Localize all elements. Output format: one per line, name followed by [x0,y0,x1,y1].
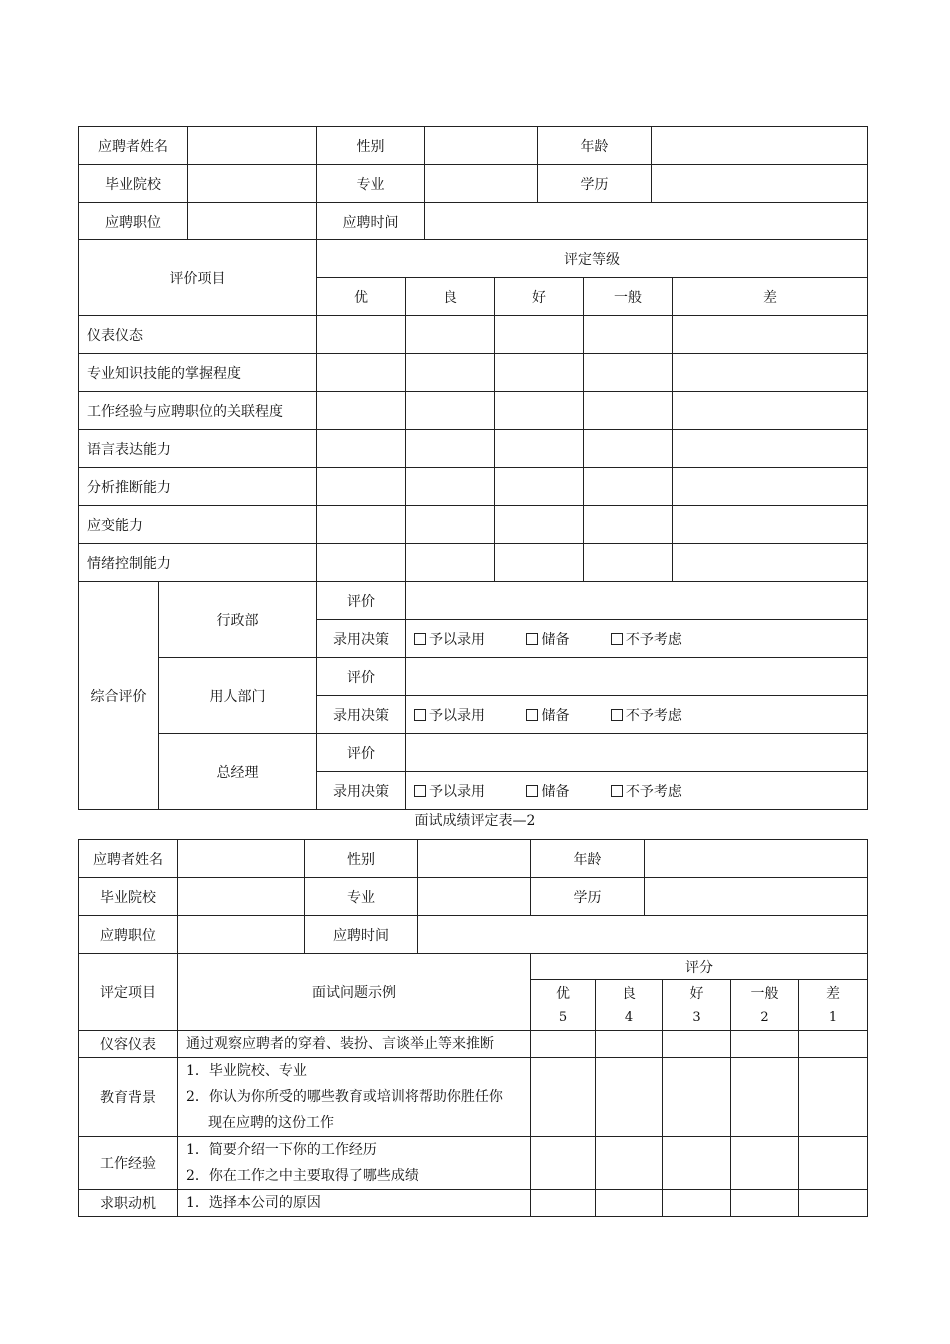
grade-cell[interactable] [673,430,868,468]
age-value-cell[interactable] [645,840,868,878]
score-cell[interactable] [596,1137,663,1190]
table-row [79,506,868,544]
department-label: 用人部门 [159,658,317,734]
checkbox-icon[interactable] [611,785,623,797]
major-label: 专业 [317,165,425,203]
age-label: 年龄 [538,127,652,165]
grade-cell[interactable] [584,430,673,468]
score-value: 4 [596,1005,663,1031]
position-value-cell[interactable] [178,916,305,954]
eval-item-label: 专业知识技能的掌握程度 [79,354,317,392]
grade-cell[interactable] [673,354,868,392]
grade-cell[interactable] [406,430,495,468]
grade-cell[interactable] [673,316,868,354]
grade-label: 差 [673,278,868,316]
score-cell[interactable] [531,1031,596,1058]
comment-field[interactable] [406,734,868,772]
checkbox-icon[interactable] [526,633,538,645]
option-reserve[interactable]: 储备 [526,705,606,725]
grade-cell[interactable] [673,468,868,506]
grade-cell[interactable] [317,354,406,392]
table-row [79,316,868,354]
name-label: 应聘者姓名 [79,840,178,878]
checkbox-icon[interactable] [526,785,538,797]
time-value-cell[interactable] [418,916,868,954]
question-cell [178,1058,531,1137]
grade-header: 评定等级 [317,240,868,278]
checkbox-icon[interactable] [414,709,426,721]
grade-label: 好 [495,278,584,316]
position-label: 应聘职位 [79,916,178,954]
item-label: 仪容仪表 [79,1031,178,1058]
eval-item-label: 应变能力 [79,506,317,544]
name-value-cell[interactable] [178,840,305,878]
score-cell[interactable] [663,1190,731,1217]
gender-label: 性别 [305,840,418,878]
gender-value-cell[interactable] [425,127,538,165]
grade-cell[interactable] [495,468,584,506]
table-row [79,1137,868,1190]
grade-label: 优 [317,278,406,316]
grade-cell[interactable] [584,544,673,582]
name-label: 应聘者姓名 [79,127,188,165]
grade-cell[interactable] [406,468,495,506]
gender-value-cell[interactable] [418,840,531,878]
grade-label: 好 [663,980,731,1006]
score-value: 1 [799,1005,868,1031]
table-row [79,468,868,506]
grade-cell[interactable] [317,430,406,468]
question-line: 通过观察应聘者的穿着、装扮、言谈举止等来推断 [186,1036,494,1052]
score-cell[interactable] [531,1137,596,1190]
decision-options [406,696,868,734]
question-line: 2．你认为你所受的哪些教育或培训将帮助你胜任你 [186,1089,503,1105]
decision-label: 录用决策 [317,772,406,810]
table-2-caption: 面试成绩评定表—2 [414,813,536,829]
question-header: 面试问题示例 [178,954,531,1031]
decision-options [406,772,868,810]
department-label: 总经理 [159,734,317,810]
education-label: 学历 [531,878,645,916]
grade-cell[interactable] [673,506,868,544]
grade-cell[interactable] [673,544,868,582]
school-label: 毕业院校 [79,165,188,203]
major-value-cell[interactable] [425,165,538,203]
score-value: 3 [663,1005,731,1031]
checkbox-icon[interactable] [611,633,623,645]
question-line: 1．选择本公司的原因 [186,1195,321,1211]
score-cell[interactable] [596,1031,663,1058]
comment-field[interactable] [406,582,868,620]
grade-cell[interactable] [406,392,495,430]
eval-item-label: 情绪控制能力 [79,544,317,582]
score-value: 2 [731,1005,799,1031]
grade-cell[interactable] [495,392,584,430]
score-value: 5 [531,1005,596,1031]
gender-label: 性别 [317,127,425,165]
question-cell [178,1031,531,1058]
item-label: 工作经验 [79,1137,178,1190]
score-cell[interactable] [731,1031,799,1058]
decision-options [406,620,868,658]
table-row [79,430,868,468]
grade-label: 良 [596,980,663,1006]
checkbox-icon[interactable] [611,709,623,721]
applicant-info-table-2 [78,839,868,954]
question-line: 2．你在工作之中主要取得了哪些成绩 [186,1168,419,1184]
grade-cell[interactable] [317,392,406,430]
name-value-cell[interactable] [188,127,317,165]
option-reject[interactable]: 不予考虑 [611,629,682,649]
eval-item-label: 工作经验与应聘职位的关联程度 [79,392,317,430]
grade-label: 良 [406,278,495,316]
option-hire[interactable]: 予以录用 [414,629,522,649]
score-cell[interactable] [799,1190,868,1217]
grade-cell[interactable] [406,354,495,392]
question-cell [178,1137,531,1190]
school-value-cell[interactable] [188,165,317,203]
education-label: 学历 [538,165,652,203]
comment-label: 评价 [317,582,406,620]
option-hire[interactable]: 予以录用 [414,781,522,801]
item-label: 教育背景 [79,1058,178,1137]
grade-cell[interactable] [673,392,868,430]
item-label: 求职动机 [79,1190,178,1217]
time-label: 应聘时间 [305,916,418,954]
option-reserve[interactable]: 储备 [526,629,606,649]
grade-label: 差 [799,980,868,1006]
score-header: 评分 [531,954,868,980]
education-value-cell[interactable] [652,165,868,203]
table-row [79,1031,868,1058]
grade-cell[interactable] [584,392,673,430]
grade-cell[interactable] [406,544,495,582]
age-value-cell[interactable] [652,127,868,165]
major-value-cell[interactable] [418,878,531,916]
option-reject[interactable]: 不予考虑 [611,781,682,801]
item-header: 评定项目 [79,954,178,1031]
grade-cell[interactable] [495,354,584,392]
time-label: 应聘时间 [317,203,425,241]
education-value-cell[interactable] [645,878,868,916]
overall-eval-label: 综合评价 [79,582,159,810]
department-label: 行政部 [159,582,317,658]
comment-label: 评价 [317,658,406,696]
grade-cell[interactable] [317,468,406,506]
question-line: 1．简要介绍一下你的工作经历 [186,1142,377,1158]
grade-cell[interactable] [317,506,406,544]
table-row [79,392,868,430]
checkbox-icon[interactable] [414,785,426,797]
grade-cell[interactable] [406,316,495,354]
table-row [79,354,868,392]
grade-cell[interactable] [584,316,673,354]
school-label: 毕业院校 [79,878,178,916]
grade-cell[interactable] [495,316,584,354]
table-row [79,1058,868,1137]
score-cell[interactable] [799,1058,868,1137]
eval-item-label: 语言表达能力 [79,430,317,468]
grade-label: 优 [531,980,596,1006]
score-cell[interactable] [596,1058,663,1137]
decision-label: 录用决策 [317,696,406,734]
score-cell[interactable] [731,1137,799,1190]
grade-cell[interactable] [406,506,495,544]
grade-cell[interactable] [495,430,584,468]
school-value-cell[interactable] [178,878,305,916]
age-label: 年龄 [531,840,645,878]
grade-cell[interactable] [584,506,673,544]
score-cell[interactable] [799,1031,868,1058]
grade-cell[interactable] [317,316,406,354]
major-label: 专业 [305,878,418,916]
position-value-cell[interactable] [188,203,317,241]
grade-cell[interactable] [584,354,673,392]
eval-item-label: 分析推断能力 [79,468,317,506]
grade-cell[interactable] [317,544,406,582]
table-row [79,544,868,582]
checkbox-icon[interactable] [414,633,426,645]
score-cell[interactable] [663,1031,731,1058]
score-cell[interactable] [799,1137,868,1190]
option-hire[interactable]: 予以录用 [414,705,522,725]
score-cell[interactable] [731,1190,799,1217]
eval-item-label: 仪表仪态 [79,316,317,354]
eval-item-header: 评价项目 [79,240,317,316]
comment-field[interactable] [406,658,868,696]
evaluation-grid-table-1 [78,239,868,810]
score-cell[interactable] [596,1190,663,1217]
comment-label: 评价 [317,734,406,772]
table-row [79,1190,868,1217]
checkbox-icon[interactable] [526,709,538,721]
score-cell[interactable] [731,1058,799,1137]
score-cell[interactable] [531,1058,596,1137]
grade-label: 一般 [584,278,673,316]
option-reject[interactable]: 不予考虑 [611,705,682,725]
question-cell [178,1190,531,1217]
time-value-cell[interactable] [425,203,868,241]
decision-label: 录用决策 [317,620,406,658]
question-line: 1．毕业院校、专业 [186,1063,307,1079]
interview-score-table [78,953,868,1217]
score-cell[interactable] [531,1190,596,1217]
grade-cell[interactable] [495,544,584,582]
applicant-info-table-1 [78,126,868,241]
score-cell[interactable] [663,1058,731,1137]
option-reserve[interactable]: 储备 [526,781,606,801]
position-label: 应聘职位 [79,203,188,241]
question-line: 现在应聘的这份工作 [208,1115,334,1131]
grade-label: 一般 [731,980,799,1006]
grade-cell[interactable] [495,506,584,544]
grade-cell[interactable] [584,468,673,506]
score-cell[interactable] [663,1137,731,1190]
